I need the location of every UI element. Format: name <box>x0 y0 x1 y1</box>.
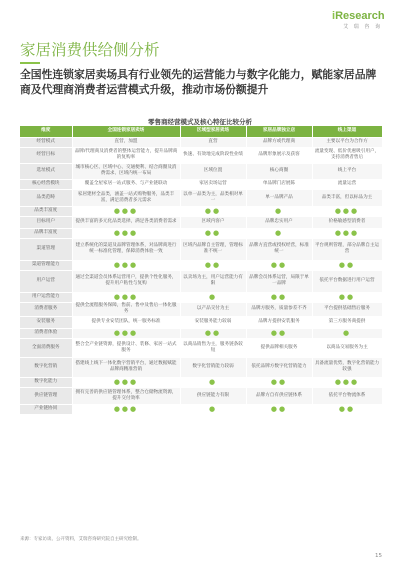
row-dimension-label: 渠道管理 <box>20 238 72 260</box>
logo-tagline: 艾 瑞 咨 询 <box>343 24 382 30</box>
table-row <box>20 338 382 357</box>
logo-main: Research <box>335 10 385 22</box>
row-dimension-label: 安装服务 <box>20 316 72 328</box>
row-dimension-label: 品牌丰富度 <box>20 228 72 238</box>
table-row <box>20 270 382 292</box>
table-cell: 主要以平台为合作方 <box>312 137 382 147</box>
table-cell: 品牌方或代理商 <box>246 137 312 147</box>
summary-text: 全国性连锁家居卖场具有行业领先的运营能力与数字化能力，赋能家居品牌商及代理商消费者运营模式升级，推动市场份额提升 <box>20 68 377 96</box>
row-dimension-label: 消费者服务 <box>20 302 72 316</box>
table-cell: 依托平台物流体系 <box>312 387 382 404</box>
rating-dots: ●●● <box>312 228 382 238</box>
table-cell: 以卖场为主，用户运营能力有限 <box>180 270 246 292</box>
table-row <box>20 163 382 179</box>
logo-prefix: i <box>332 10 336 22</box>
table-row <box>20 328 382 338</box>
table-cell: 流量运营 <box>312 179 382 189</box>
row-dimension-label: 供应链管理 <box>20 387 72 404</box>
rating-dots: ●●● <box>72 377 180 387</box>
table-cell: 拥有完善的供应链管理体系，整合仓储物流资源，提升交付效率 <box>72 387 180 404</box>
table-title: 零售商经营模式及核心特征比较分析 <box>148 118 252 126</box>
table-cell: 搭建线上线下一体化数字营销平台，通过数据赋能品牌商精准营销 <box>72 357 180 377</box>
table-cell: 平台提供基础售后服务 <box>312 302 382 316</box>
table-cell: 流量变现、低价优惠吸引用户，支持消费者售后 <box>312 147 382 163</box>
table-cell: 区域内品牌自主管理，管理标准不统一 <box>180 238 246 260</box>
row-dimension-label: 核心经营模块 <box>20 179 72 189</box>
table-cell: 品牌方提供安装服务 <box>246 316 312 328</box>
table-row <box>20 357 382 377</box>
rating-dots: ●● <box>246 292 312 302</box>
table-cell: 品类丰富，但以标品为主 <box>312 189 382 206</box>
row-dimension-label: 经营模式 <box>20 137 72 147</box>
rating-dots: ●●● <box>72 292 180 302</box>
row-dimension-label: 消费者体验 <box>20 328 72 338</box>
table-cell: 家居卖场运营 <box>180 179 246 189</box>
row-dimension-label: 产业链协同 <box>20 404 72 414</box>
table-cell: 安装服务能力较弱 <box>180 316 246 328</box>
table-cell: 线上平台 <box>312 163 382 179</box>
rating-dots: ●●● <box>312 206 382 216</box>
table-cell: 品牌会员体系运营，局限于单一品牌 <box>246 270 312 292</box>
table-cell: 品牌方自有供应链体系 <box>246 387 312 404</box>
table-cell: 提供全流程服务保障，售前、售中及售后一体化服务 <box>72 302 180 316</box>
table-cell: 以单一品类为主，品类相对单一 <box>180 189 246 206</box>
table-cell: 品牌方直营或授权经营，标准统一 <box>246 238 312 260</box>
table-cell: 整合全产业链资源，提供设计、装修、家居一站式服务 <box>72 338 180 357</box>
rating-dots: ●● <box>246 260 312 270</box>
table-row <box>20 238 382 260</box>
table-cell: 通过全渠道会员体系运营用户，提供个性化服务，提升用户粘性与复购 <box>72 270 180 292</box>
table-cell: 品牌/代理商及消费者的整体运营能力，提升品牌商的复购率 <box>72 147 180 163</box>
table-cell: 品牌形象展示及获客 <box>246 147 312 163</box>
table-cell: 具备流量优势，数字化营销能力较强 <box>312 357 382 377</box>
table-cell: 区域位置 <box>180 163 246 179</box>
brand-logo <box>332 10 385 30</box>
table-row <box>20 137 382 147</box>
table-row <box>20 216 382 228</box>
rating-dots: ●● <box>246 404 312 414</box>
table-cell: 单品牌门店展陈 <box>246 179 312 189</box>
table-cell: 家居建材全品类，涵盖一站式购物服务，品类丰富，满足消费者多元需求 <box>72 189 180 206</box>
table-header-row <box>20 126 382 137</box>
row-dimension-label: 用户运营 <box>20 270 72 292</box>
comparison-table <box>20 126 383 415</box>
table-row <box>20 292 382 302</box>
table-row <box>20 228 382 238</box>
rating-dots: ●●● <box>72 260 180 270</box>
table-cell: 平台规则管理，部分品牌自主运营 <box>312 238 382 260</box>
rating-dots: ●● <box>180 328 246 338</box>
table-cell: 区域内客户 <box>180 216 246 228</box>
rating-dots: ●●● <box>72 228 180 238</box>
table-cell: 提供品牌相关服务 <box>246 338 312 357</box>
rating-dots: ●● <box>180 228 246 238</box>
table-row <box>20 179 382 189</box>
row-dimension-label: 用户运营能力 <box>20 292 72 302</box>
rating-dots: ● <box>246 206 312 216</box>
rating-dots: ●● <box>180 260 246 270</box>
title-divider <box>20 62 40 64</box>
table-cell: 以商品交易服务为主 <box>312 338 382 357</box>
table-row <box>20 260 382 270</box>
table-row <box>20 147 382 163</box>
table-row <box>20 189 382 206</box>
row-dimension-label: 目标用户 <box>20 216 72 228</box>
table-cell: 品牌方服务，质量参差不齐 <box>246 302 312 316</box>
rating-dots: ●●● <box>72 206 180 216</box>
table-cell: 品牌忠实用户 <box>246 216 312 228</box>
row-dimension-label: 选址模式 <box>20 163 72 179</box>
row-dimension-label: 品类丰富度 <box>20 206 72 216</box>
rating-dots: ● <box>180 292 246 302</box>
row-dimension-label: 数字化营销 <box>20 357 72 377</box>
row-dimension-label: 渠道管理能力 <box>20 260 72 270</box>
table-cell: 供应链能力有限 <box>180 387 246 404</box>
rating-dots: ●● <box>312 260 382 270</box>
table-cell: 直营 <box>180 137 246 147</box>
table-row <box>20 404 382 414</box>
table-row <box>20 206 382 216</box>
table-cell: 提供专业安装团队，统一服务标准 <box>72 316 180 328</box>
column-header: 全国连锁家居卖场 <box>72 126 180 137</box>
table-cell: 快速、有效地完成阶段性业绩 <box>180 147 246 163</box>
table-cell: 以商品销售为主，服务链条较短 <box>180 338 246 357</box>
table-cell: 依托品牌方数字化营销能力 <box>246 357 312 377</box>
page-number: 15 <box>375 553 382 559</box>
table-cell: 依托平台数据进行用户运营 <box>312 270 382 292</box>
column-header: 线上渠道 <box>312 126 382 137</box>
rating-dots: ● <box>180 404 246 414</box>
page-title: 家居消费供给侧分析 <box>20 41 160 59</box>
source-note: 来源：专家访谈、公开资料，艾瑞咨询研究院自主研究绘制。 <box>20 537 142 542</box>
rating-dots: ●●● <box>72 328 180 338</box>
rating-dots: ●●● <box>312 377 382 387</box>
rating-dots: ●● <box>246 377 312 387</box>
column-header: 家居品牌独立店 <box>246 126 312 137</box>
rating-dots: ●● <box>180 206 246 216</box>
rating-dots: ●●● <box>72 404 180 414</box>
rating-dots: ● <box>246 228 312 238</box>
table-cell: 城市核心区、区域中心、交通便利、结合商圈及消费需求、区域内统一布局 <box>72 163 180 179</box>
table-cell: 直营，加盟 <box>72 137 180 147</box>
row-dimension-label: 经营目标 <box>20 147 72 163</box>
row-dimension-label: 全面消费服务 <box>20 338 72 357</box>
table-row <box>20 316 382 328</box>
rating-dots: ● <box>312 328 382 338</box>
column-header: 维度 <box>20 126 72 137</box>
table-cell: 核心商圈 <box>246 163 312 179</box>
row-dimension-label: 数字化能力 <box>20 377 72 387</box>
rating-dots: ● <box>180 377 246 387</box>
table-cell: 覆盖全屋家居一站式服务、与产业链联动 <box>72 179 180 189</box>
rating-dots: ●● <box>246 328 312 338</box>
table-row <box>20 387 382 404</box>
table-cell: 提供丰富的多元化品类选择，满足各类消费者需求 <box>72 216 180 228</box>
table-cell: 建立系统化的渠道及品牌管理体系，对品牌商进行统一标准化管理，保障消费体验一致 <box>72 238 180 260</box>
table-row <box>20 377 382 387</box>
table-row <box>20 302 382 316</box>
table-cell: 价格敏感型消费者 <box>312 216 382 228</box>
column-header: 区域型家居卖场 <box>180 126 246 137</box>
table-cell: 第三方服务商提供 <box>312 316 382 328</box>
table-cell: 单一品牌产品 <box>246 189 312 206</box>
table-cell: 数字化营销能力较弱 <box>180 357 246 377</box>
rating-dots: ●● <box>312 292 382 302</box>
table-cell: 以产品交付为主 <box>180 302 246 316</box>
rating-dots: ●● <box>312 404 382 414</box>
row-dimension-label: 品类范畴 <box>20 189 72 206</box>
